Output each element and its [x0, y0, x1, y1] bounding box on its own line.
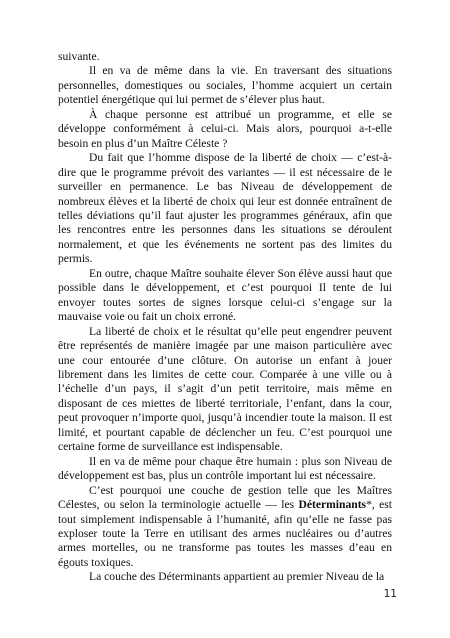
paragraph-human-control: Il en va de même pour chaque être humain : plus son Niveau de développement est bas, plus un contrôle important lui est nécessaire.: [58, 454, 392, 483]
paragraph-determinants-layer: La couche des Déterminants appartient au premier Niveau de la: [89, 570, 385, 584]
page-number: 11: [383, 588, 397, 600]
paragraph-house-analogy: La liberté de choix et le résultat qu’elle peut engendrer peuvent être représentés de manière imagée par une maison particulière avec une cour entourée d’une clôture. On autorise un enfant à jouer librement dans les limites de cette cour. Comparée à une ville ou à l’échelle d’un pays, il s’agit d’un petit territoire, mais même en disposant de ces miettes de liberté territoriale, l’enfant, dans la cour, peut provoquer n’importe quoi, jusqu’à incendier toute la maison. Il est limité, et pourtant capable de déclencher un feu. C’est pourquoi une certaine forme de surveillance est indispensable.: [58, 324, 392, 454]
paragraph-life: Il en va de même dans la vie. En traversant des situations personnelles, domestiques ou sociales, l’homme acquiert un certain potentiel énergétique qui lui permet de s’élever plus haut.: [58, 64, 392, 107]
determinants-intro: C’est pourquoi une couche de gestion telle que les Maîtres Célestes, ou selon la terminologie actuelle — les: [58, 483, 392, 512]
paragraph-program: À chaque personne est attribué un programme, et elle se développe conformément à celui-ci. Mais alors, pourquoi a-t-elle besoin en plus d’un Maître Céleste ?: [58, 107, 392, 150]
body-text: [58, 50, 392, 585]
paragraph-continuation: suivante.: [58, 50, 100, 63]
paragraph-freedom-of-choice: Du fait que l’homme dispose de la liberté de choix — c’est-à-dire que le programme prévoit des variantes — il est nécessaire de le surveiller en permanence. Le bas Niveau de développement de nombreux élèves et la liberté de choix qui leur est donnée entraînent de telles déviations qu’il faut ajuster les programmes généraux, afin que les rencontres entre les personnes dans les situations se déroulent normalement, et que les événements ne sortent pas des limites du permis.: [58, 151, 392, 266]
paragraph-determinants: [58, 484, 392, 571]
determinants-rest: *, est tout simplement indispensable à l’humanité, afin qu’elle ne fasse pas exploser toute la Terre en utilisant des armes nucléaires ou d’autres armes mortelles, ou ne transforme pas toutes les masses d’eau en égouts toxiques.: [58, 498, 392, 569]
determinants-term: Déterminants: [298, 498, 367, 512]
paragraph-master-signs: En outre, chaque Maître souhaite élever Son élève aussi haut que possible dans le développement, et c’est pourquoi Il tente de lui envoyer toutes sortes de signes lorsque celui-ci s’engage sur la mauvaise voie ou fait un choix erroné.: [58, 266, 392, 324]
